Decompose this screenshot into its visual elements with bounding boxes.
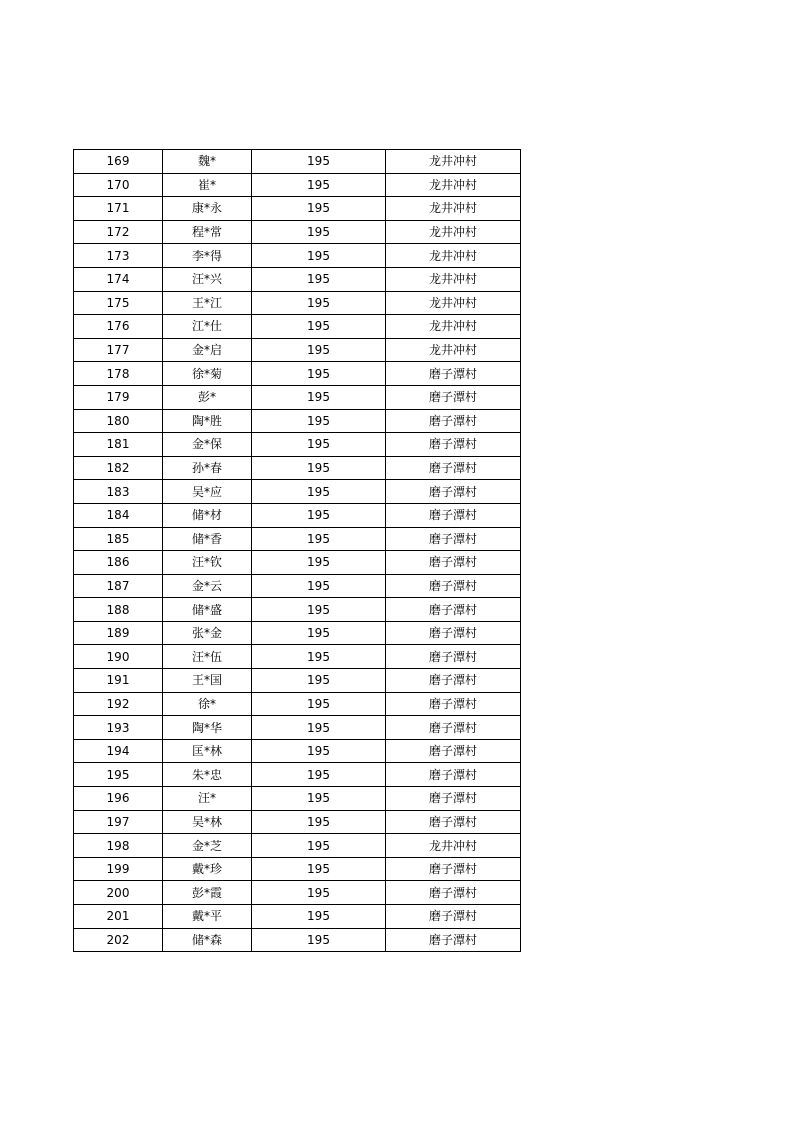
amount-cell: 195 xyxy=(252,150,386,174)
amount-cell: 195 xyxy=(252,716,386,740)
row-number-cell: 189 xyxy=(74,621,163,645)
name-cell: 李*得 xyxy=(163,244,252,268)
village-cell: 磨子潭村 xyxy=(386,574,521,598)
amount-cell: 195 xyxy=(252,197,386,221)
row-number-cell: 199 xyxy=(74,857,163,881)
name-cell: 康*永 xyxy=(163,197,252,221)
table-row xyxy=(74,551,521,575)
amount-cell: 195 xyxy=(252,787,386,811)
village-cell: 磨子潭村 xyxy=(386,905,521,929)
table-row xyxy=(74,881,521,905)
name-cell: 张*金 xyxy=(163,621,252,645)
village-cell: 磨子潭村 xyxy=(386,645,521,669)
village-cell: 磨子潭村 xyxy=(386,716,521,740)
row-number-cell: 183 xyxy=(74,480,163,504)
row-number-cell: 181 xyxy=(74,433,163,457)
name-cell: 汪*兴 xyxy=(163,267,252,291)
village-cell: 龙井冲村 xyxy=(386,197,521,221)
amount-cell: 195 xyxy=(252,763,386,787)
name-cell: 储*盛 xyxy=(163,598,252,622)
village-cell: 磨子潭村 xyxy=(386,621,521,645)
row-number-cell: 182 xyxy=(74,456,163,480)
row-number-cell: 195 xyxy=(74,763,163,787)
row-number-cell: 185 xyxy=(74,527,163,551)
table-row xyxy=(74,409,521,433)
row-number-cell: 188 xyxy=(74,598,163,622)
amount-cell: 195 xyxy=(252,291,386,315)
amount-cell: 195 xyxy=(252,527,386,551)
village-cell: 龙井冲村 xyxy=(386,150,521,174)
row-number-cell: 172 xyxy=(74,220,163,244)
row-number-cell: 184 xyxy=(74,503,163,527)
name-cell: 魏* xyxy=(163,150,252,174)
village-cell: 龙井冲村 xyxy=(386,291,521,315)
table-row xyxy=(74,362,521,386)
amount-cell: 195 xyxy=(252,881,386,905)
row-number-cell: 186 xyxy=(74,551,163,575)
name-cell: 彭*霞 xyxy=(163,881,252,905)
table-row xyxy=(74,621,521,645)
amount-cell: 195 xyxy=(252,645,386,669)
table-row xyxy=(74,385,521,409)
row-number-cell: 201 xyxy=(74,905,163,929)
row-number-cell: 192 xyxy=(74,692,163,716)
amount-cell: 195 xyxy=(252,928,386,952)
table-row xyxy=(74,267,521,291)
village-cell: 龙井冲村 xyxy=(386,315,521,339)
table-row xyxy=(74,150,521,174)
village-cell: 磨子潭村 xyxy=(386,527,521,551)
village-cell: 龙井冲村 xyxy=(386,220,521,244)
name-cell: 汪*伍 xyxy=(163,645,252,669)
table-row xyxy=(74,433,521,457)
table-row xyxy=(74,338,521,362)
village-cell: 磨子潭村 xyxy=(386,787,521,811)
village-cell: 龙井冲村 xyxy=(386,834,521,858)
records-table xyxy=(73,149,521,952)
village-cell: 磨子潭村 xyxy=(386,433,521,457)
amount-cell: 195 xyxy=(252,669,386,693)
row-number-cell: 197 xyxy=(74,810,163,834)
table-row xyxy=(74,315,521,339)
row-number-cell: 177 xyxy=(74,338,163,362)
name-cell: 储*材 xyxy=(163,503,252,527)
row-number-cell: 179 xyxy=(74,385,163,409)
village-cell: 磨子潭村 xyxy=(386,385,521,409)
amount-cell: 195 xyxy=(252,244,386,268)
village-cell: 磨子潭村 xyxy=(386,480,521,504)
amount-cell: 195 xyxy=(252,834,386,858)
table-row xyxy=(74,787,521,811)
row-number-cell: 200 xyxy=(74,881,163,905)
row-number-cell: 173 xyxy=(74,244,163,268)
table-row xyxy=(74,291,521,315)
village-cell: 磨子潭村 xyxy=(386,810,521,834)
amount-cell: 195 xyxy=(252,409,386,433)
row-number-cell: 198 xyxy=(74,834,163,858)
table-row xyxy=(74,480,521,504)
amount-cell: 195 xyxy=(252,315,386,339)
name-cell: 戴*平 xyxy=(163,905,252,929)
name-cell: 戴*珍 xyxy=(163,857,252,881)
village-cell: 磨子潭村 xyxy=(386,881,521,905)
row-number-cell: 194 xyxy=(74,739,163,763)
village-cell: 磨子潭村 xyxy=(386,669,521,693)
row-number-cell: 180 xyxy=(74,409,163,433)
name-cell: 金*保 xyxy=(163,433,252,457)
row-number-cell: 187 xyxy=(74,574,163,598)
table-row xyxy=(74,810,521,834)
table-row xyxy=(74,857,521,881)
name-cell: 程*常 xyxy=(163,220,252,244)
name-cell: 江*仕 xyxy=(163,315,252,339)
records-body xyxy=(74,150,521,952)
village-cell: 磨子潭村 xyxy=(386,763,521,787)
table-row xyxy=(74,739,521,763)
table-row xyxy=(74,574,521,598)
table-row xyxy=(74,527,521,551)
row-number-cell: 190 xyxy=(74,645,163,669)
amount-cell: 195 xyxy=(252,362,386,386)
amount-cell: 195 xyxy=(252,598,386,622)
row-number-cell: 176 xyxy=(74,315,163,339)
row-number-cell: 202 xyxy=(74,928,163,952)
row-number-cell: 174 xyxy=(74,267,163,291)
table-row xyxy=(74,763,521,787)
amount-cell: 195 xyxy=(252,739,386,763)
table-row xyxy=(74,598,521,622)
amount-cell: 195 xyxy=(252,338,386,362)
village-cell: 磨子潭村 xyxy=(386,739,521,763)
amount-cell: 195 xyxy=(252,905,386,929)
village-cell: 磨子潭村 xyxy=(386,456,521,480)
table-row xyxy=(74,244,521,268)
table-row xyxy=(74,834,521,858)
row-number-cell: 191 xyxy=(74,669,163,693)
name-cell: 吴*应 xyxy=(163,480,252,504)
village-cell: 龙井冲村 xyxy=(386,244,521,268)
table-row xyxy=(74,456,521,480)
amount-cell: 195 xyxy=(252,173,386,197)
row-number-cell: 178 xyxy=(74,362,163,386)
name-cell: 王*国 xyxy=(163,669,252,693)
name-cell: 储*香 xyxy=(163,527,252,551)
amount-cell: 195 xyxy=(252,220,386,244)
amount-cell: 195 xyxy=(252,621,386,645)
name-cell: 金*芝 xyxy=(163,834,252,858)
name-cell: 朱*忠 xyxy=(163,763,252,787)
name-cell: 吴*林 xyxy=(163,810,252,834)
name-cell: 金*云 xyxy=(163,574,252,598)
amount-cell: 195 xyxy=(252,385,386,409)
amount-cell: 195 xyxy=(252,692,386,716)
table-row xyxy=(74,669,521,693)
table-row xyxy=(74,905,521,929)
row-number-cell: 175 xyxy=(74,291,163,315)
name-cell: 孙*春 xyxy=(163,456,252,480)
name-cell: 徐*菊 xyxy=(163,362,252,386)
row-number-cell: 169 xyxy=(74,150,163,174)
amount-cell: 195 xyxy=(252,433,386,457)
village-cell: 龙井冲村 xyxy=(386,267,521,291)
amount-cell: 195 xyxy=(252,480,386,504)
amount-cell: 195 xyxy=(252,456,386,480)
name-cell: 崔* xyxy=(163,173,252,197)
table-row xyxy=(74,692,521,716)
name-cell: 徐* xyxy=(163,692,252,716)
village-cell: 磨子潭村 xyxy=(386,857,521,881)
table-row xyxy=(74,503,521,527)
amount-cell: 195 xyxy=(252,857,386,881)
amount-cell: 195 xyxy=(252,267,386,291)
village-cell: 磨子潭村 xyxy=(386,409,521,433)
name-cell: 陶*胜 xyxy=(163,409,252,433)
amount-cell: 195 xyxy=(252,574,386,598)
row-number-cell: 196 xyxy=(74,787,163,811)
amount-cell: 195 xyxy=(252,551,386,575)
name-cell: 汪*钦 xyxy=(163,551,252,575)
village-cell: 龙井冲村 xyxy=(386,173,521,197)
village-cell: 磨子潭村 xyxy=(386,503,521,527)
row-number-cell: 171 xyxy=(74,197,163,221)
row-number-cell: 193 xyxy=(74,716,163,740)
name-cell: 汪* xyxy=(163,787,252,811)
table-row xyxy=(74,197,521,221)
table-row xyxy=(74,928,521,952)
table-row xyxy=(74,173,521,197)
table-row xyxy=(74,220,521,244)
name-cell: 金*启 xyxy=(163,338,252,362)
row-number-cell: 170 xyxy=(74,173,163,197)
village-cell: 磨子潭村 xyxy=(386,692,521,716)
amount-cell: 195 xyxy=(252,503,386,527)
name-cell: 陶*华 xyxy=(163,716,252,740)
village-cell: 磨子潭村 xyxy=(386,928,521,952)
table-row xyxy=(74,645,521,669)
amount-cell: 195 xyxy=(252,810,386,834)
village-cell: 磨子潭村 xyxy=(386,551,521,575)
name-cell: 王*江 xyxy=(163,291,252,315)
name-cell: 储*森 xyxy=(163,928,252,952)
village-cell: 磨子潭村 xyxy=(386,362,521,386)
village-cell: 磨子潭村 xyxy=(386,598,521,622)
table-row xyxy=(74,716,521,740)
name-cell: 彭* xyxy=(163,385,252,409)
name-cell: 匡*林 xyxy=(163,739,252,763)
village-cell: 龙井冲村 xyxy=(386,338,521,362)
